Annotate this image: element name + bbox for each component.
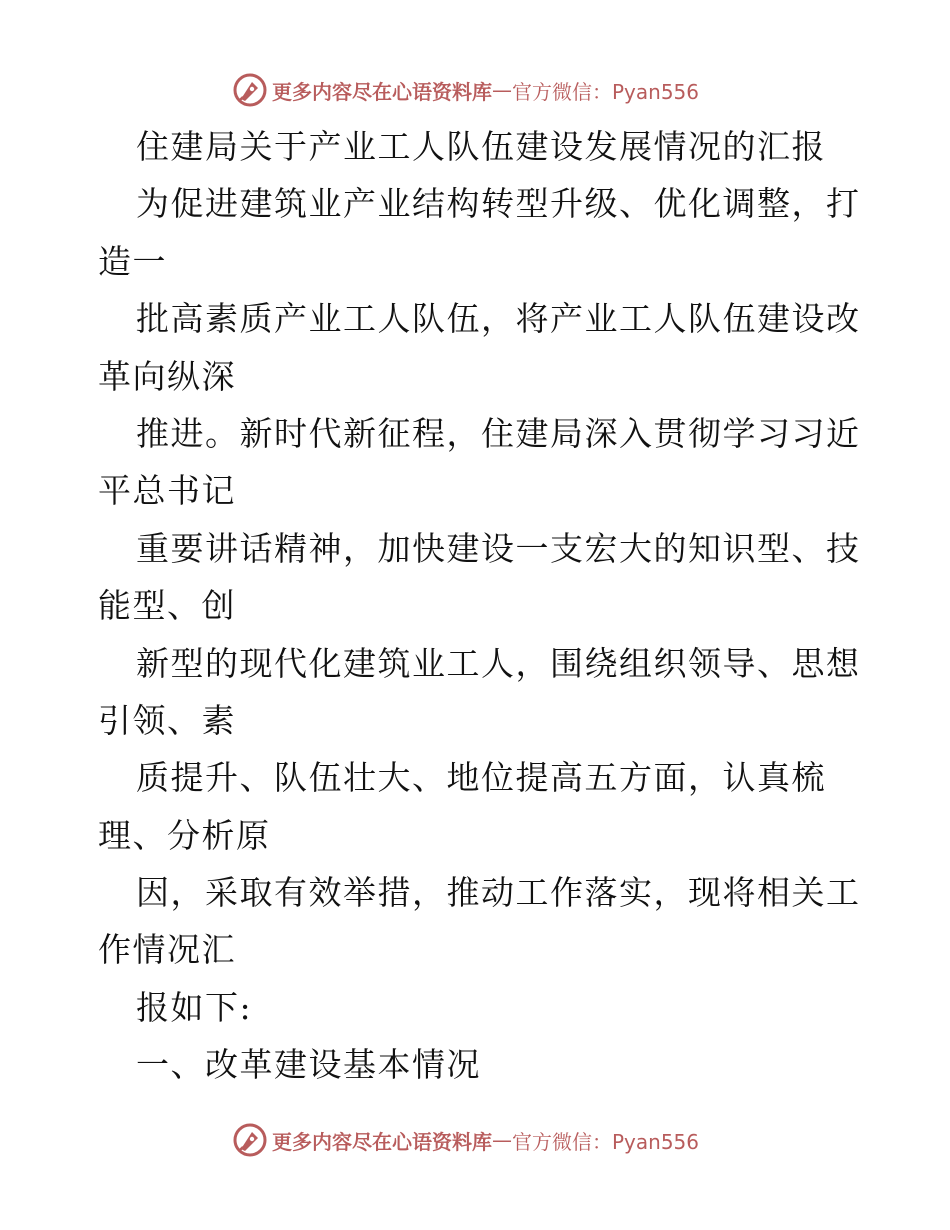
paragraph-line: 推进。新时代新征程，住建局深入贯彻学习习近 xyxy=(136,413,861,453)
paragraph-line: 理、分析原 xyxy=(98,815,271,855)
watermark-text: 更多内容尽在心语资料库 xyxy=(272,1129,492,1154)
paragraph-line: 因，采取有效举措，推动工作落实，现将相关工 xyxy=(136,873,861,913)
pen-nib-logo-icon xyxy=(232,72,268,108)
section-heading: 一、改革建设基本情况 xyxy=(136,1045,481,1085)
paragraph-line: 平总书记 xyxy=(98,471,236,511)
paragraph-line: 重要讲话精神，加快建设一支宏大的知识型、技 xyxy=(136,528,861,568)
paragraph-line: 新型的现代化建筑业工人，围绕组织领导、思想 xyxy=(136,643,861,683)
paragraph-line: 能型、创 xyxy=(98,586,236,626)
paragraph-line: 为促进建筑业产业结构转型升级、优化调整，打 xyxy=(136,184,861,224)
paragraph-line: 革向纵深 xyxy=(98,356,236,396)
paragraph-line: 作情况汇 xyxy=(98,930,236,970)
watermark-wechat: 官方微信：Pyan556 xyxy=(512,79,700,104)
watermark-text: 更多内容尽在心语资料库 xyxy=(272,79,492,104)
pen-nib-logo-icon xyxy=(232,1122,268,1158)
paragraph-line: 报如下: xyxy=(136,987,253,1027)
watermark-banner-bottom xyxy=(232,1120,752,1160)
watermark-wechat: 官方微信：Pyan556 xyxy=(512,1129,700,1154)
paragraph-line: 质提升、队伍壮大、地位提高五方面，认真梳 xyxy=(136,758,826,798)
document-title: 住建局关于产业工人队伍建设发展情况的汇报 xyxy=(136,127,826,166)
watermark-separator: — xyxy=(492,78,512,102)
watermark-separator: — xyxy=(492,1128,512,1152)
paragraph-line: 造一 xyxy=(98,241,167,281)
document-body xyxy=(98,118,861,1094)
paragraph-line: 批高素质产业工人队伍，将产业工人队伍建设改 xyxy=(136,299,861,339)
watermark-banner-top xyxy=(232,70,752,110)
paragraph-line: 引领、素 xyxy=(98,700,236,740)
